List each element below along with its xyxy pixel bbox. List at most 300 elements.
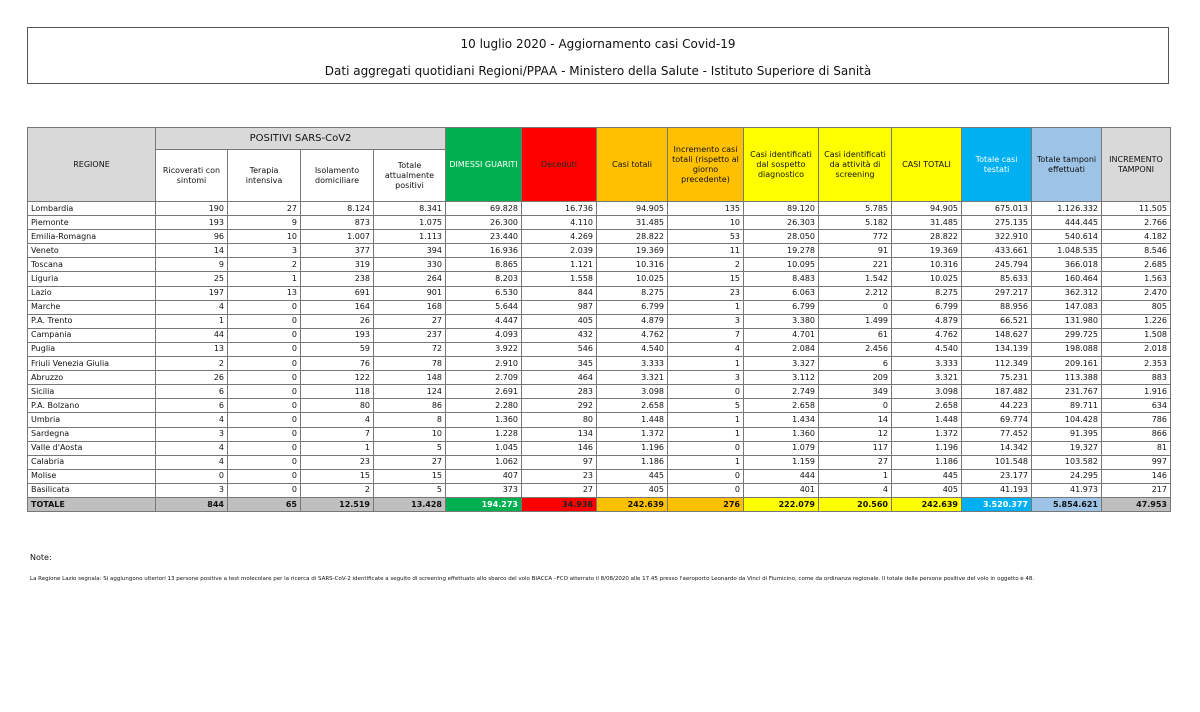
cell-incremento: 3	[668, 314, 744, 328]
cell-totale-positivi: 330	[374, 258, 446, 272]
total-testati: 3.520.377	[962, 497, 1032, 511]
cell-sospetto: 26.303	[744, 216, 819, 230]
cell-deceduti: 146	[522, 441, 597, 455]
cell-dimessi: 2.709	[446, 371, 522, 385]
notes-label: Note:	[30, 553, 52, 562]
cell-testati: 101.548	[962, 455, 1032, 469]
cell-testati: 44.223	[962, 399, 1032, 413]
cell-casi-totali: 31.485	[597, 216, 668, 230]
cell-sospetto: 3.380	[744, 314, 819, 328]
cell-terapia: 0	[228, 469, 301, 483]
cell-casi-totali-caps: 445	[892, 469, 962, 483]
cell-incremento-tamponi: 146	[1102, 469, 1171, 483]
header-isolamento: Isolamento domiciliare	[301, 150, 374, 202]
cell-casi-totali: 1.448	[597, 413, 668, 427]
cell-incremento-tamponi: 2.018	[1102, 342, 1171, 356]
cell-tamponi: 299.725	[1032, 328, 1102, 342]
table-row	[28, 202, 1171, 216]
cell-sospetto: 401	[744, 483, 819, 497]
cell-sospetto: 4.701	[744, 328, 819, 342]
cell-casi-totali-caps: 94.905	[892, 202, 962, 216]
cell-totale-positivi: 86	[374, 399, 446, 413]
cell-testati: 69.774	[962, 413, 1032, 427]
table-row	[28, 216, 1171, 230]
cell-incremento-tamponi: 1.226	[1102, 314, 1171, 328]
cell-casi-totali: 8.275	[597, 286, 668, 300]
table-row	[28, 427, 1171, 441]
cell-ricoverati: 13	[156, 342, 228, 356]
cell-isolamento: 193	[301, 328, 374, 342]
cell-sospetto: 8.483	[744, 272, 819, 286]
cell-deceduti: 292	[522, 399, 597, 413]
title-box	[27, 27, 1169, 84]
total-sospetto: 222.079	[744, 497, 819, 511]
cell-casi-totali: 28.822	[597, 230, 668, 244]
table-row	[28, 483, 1171, 497]
cell-casi-totali: 1.196	[597, 441, 668, 455]
cell-casi-totali-caps: 19.369	[892, 244, 962, 258]
cell-tamponi: 41.973	[1032, 483, 1102, 497]
cell-casi-totali: 3.321	[597, 371, 668, 385]
cell-incremento: 7	[668, 328, 744, 342]
cell-terapia: 0	[228, 441, 301, 455]
cell-terapia: 27	[228, 202, 301, 216]
total-terapia: 65	[228, 497, 301, 511]
cell-incremento-tamponi: 786	[1102, 413, 1171, 427]
cell-tamponi: 147.083	[1032, 300, 1102, 314]
total-row	[28, 497, 1171, 511]
table-row	[28, 342, 1171, 356]
cell-incremento: 15	[668, 272, 744, 286]
page-subtitle: Dati aggregati quotidiani Regioni/PPAA - Ministero della Salute - Istituto Superiore di Sanità	[324, 64, 872, 78]
cell-totale-positivi: 8.341	[374, 202, 446, 216]
cell-incremento: 1	[668, 357, 744, 371]
cell-casi-totali-caps: 4.879	[892, 314, 962, 328]
cell-ricoverati: 44	[156, 328, 228, 342]
cell-casi-totali-caps: 405	[892, 483, 962, 497]
cell-testati: 297.217	[962, 286, 1032, 300]
table-row	[28, 441, 1171, 455]
cell-dimessi: 407	[446, 469, 522, 483]
cell-terapia: 1	[228, 272, 301, 286]
cell-casi-totali-caps: 2.658	[892, 399, 962, 413]
cell-region: P.A. Trento	[28, 314, 156, 328]
header-casi-totali-caps: CASI TOTALI	[892, 128, 962, 202]
cell-tamponi: 1.126.332	[1032, 202, 1102, 216]
table-row	[28, 286, 1171, 300]
cell-tamponi: 24.295	[1032, 469, 1102, 483]
cell-tamponi: 198.088	[1032, 342, 1102, 356]
cell-region: Valle d'Aosta	[28, 441, 156, 455]
table-row	[28, 385, 1171, 399]
cell-ricoverati: 4	[156, 300, 228, 314]
table-row	[28, 357, 1171, 371]
cell-incremento-tamponi: 805	[1102, 300, 1171, 314]
cell-incremento: 1	[668, 427, 744, 441]
cell-isolamento: 118	[301, 385, 374, 399]
cell-totale-positivi: 394	[374, 244, 446, 258]
cell-testati: 322.910	[962, 230, 1032, 244]
cell-terapia: 0	[228, 357, 301, 371]
cell-casi-totali-caps: 8.275	[892, 286, 962, 300]
cell-incremento-tamponi: 4.182	[1102, 230, 1171, 244]
cell-terapia: 9	[228, 216, 301, 230]
cell-terapia: 0	[228, 413, 301, 427]
cell-tamponi: 89.711	[1032, 399, 1102, 413]
cell-sospetto: 3.112	[744, 371, 819, 385]
cell-ricoverati: 26	[156, 371, 228, 385]
cell-casi-totali: 10.025	[597, 272, 668, 286]
table-row	[28, 230, 1171, 244]
cell-region: Calabria	[28, 455, 156, 469]
cell-dimessi: 1.228	[446, 427, 522, 441]
cell-tamponi: 209.161	[1032, 357, 1102, 371]
cell-tamponi: 131.980	[1032, 314, 1102, 328]
cell-region: Umbria	[28, 413, 156, 427]
cell-screening: 61	[819, 328, 892, 342]
cell-deceduti: 546	[522, 342, 597, 356]
header-screening: Casi identificati da attività di screening	[819, 128, 892, 202]
cell-ricoverati: 6	[156, 385, 228, 399]
cell-incremento: 11	[668, 244, 744, 258]
table-row	[28, 371, 1171, 385]
cell-casi-totali: 4.762	[597, 328, 668, 342]
table-row	[28, 328, 1171, 342]
cell-deceduti: 1.121	[522, 258, 597, 272]
cell-sospetto: 10.095	[744, 258, 819, 272]
cell-region: Abruzzo	[28, 371, 156, 385]
cell-isolamento: 164	[301, 300, 374, 314]
cell-terapia: 0	[228, 483, 301, 497]
cell-incremento: 0	[668, 469, 744, 483]
cell-incremento: 135	[668, 202, 744, 216]
cell-sospetto: 89.120	[744, 202, 819, 216]
cell-ricoverati: 4	[156, 413, 228, 427]
cell-incremento: 10	[668, 216, 744, 230]
cell-sospetto: 444	[744, 469, 819, 483]
table-row	[28, 314, 1171, 328]
cell-region: Emilia-Romagna	[28, 230, 156, 244]
cell-testati: 675.013	[962, 202, 1032, 216]
cell-region: Molise	[28, 469, 156, 483]
cell-casi-totali-caps: 3.333	[892, 357, 962, 371]
cell-deceduti: 405	[522, 314, 597, 328]
cell-terapia: 0	[228, 427, 301, 441]
cell-casi-totali-caps: 1.186	[892, 455, 962, 469]
cell-deceduti: 4.269	[522, 230, 597, 244]
cell-incremento-tamponi: 2.353	[1102, 357, 1171, 371]
cell-isolamento: 873	[301, 216, 374, 230]
cell-region: Lombardia	[28, 202, 156, 216]
cell-totale-positivi: 5	[374, 483, 446, 497]
cell-totale-positivi: 264	[374, 272, 446, 286]
cell-isolamento: 4	[301, 413, 374, 427]
cell-sospetto: 1.159	[744, 455, 819, 469]
cell-region: Sicilia	[28, 385, 156, 399]
cell-incremento: 0	[668, 385, 744, 399]
cell-ricoverati: 1	[156, 314, 228, 328]
cell-incremento: 1	[668, 300, 744, 314]
cell-region: Veneto	[28, 244, 156, 258]
cell-incremento: 1	[668, 455, 744, 469]
cell-tamponi: 1.048.535	[1032, 244, 1102, 258]
cell-deceduti: 4.110	[522, 216, 597, 230]
cell-ricoverati: 190	[156, 202, 228, 216]
cell-testati: 275.135	[962, 216, 1032, 230]
cell-screening: 1.499	[819, 314, 892, 328]
cell-sospetto: 6.799	[744, 300, 819, 314]
cell-casi-totali: 2.658	[597, 399, 668, 413]
cell-casi-totali: 19.369	[597, 244, 668, 258]
cell-isolamento: 238	[301, 272, 374, 286]
cell-screening: 0	[819, 399, 892, 413]
cell-incremento: 0	[668, 483, 744, 497]
cell-ricoverati: 193	[156, 216, 228, 230]
cell-sospetto: 1.360	[744, 427, 819, 441]
cell-isolamento: 76	[301, 357, 374, 371]
cell-incremento-tamponi: 81	[1102, 441, 1171, 455]
cell-dimessi: 16.936	[446, 244, 522, 258]
header-incremento: Incremento casi totali (rispetto al giorno precedente)	[668, 128, 744, 202]
cell-screening: 2.212	[819, 286, 892, 300]
header-region: REGIONE	[28, 128, 156, 202]
cell-dimessi: 2.910	[446, 357, 522, 371]
cell-screening: 1.542	[819, 272, 892, 286]
cell-dimessi: 1.062	[446, 455, 522, 469]
cell-ricoverati: 9	[156, 258, 228, 272]
table-row	[28, 399, 1171, 413]
cell-totale-positivi: 27	[374, 455, 446, 469]
cell-isolamento: 377	[301, 244, 374, 258]
cell-deceduti: 97	[522, 455, 597, 469]
table-row	[28, 258, 1171, 272]
cell-incremento-tamponi: 11.505	[1102, 202, 1171, 216]
cell-ricoverati: 6	[156, 399, 228, 413]
cell-terapia: 0	[228, 455, 301, 469]
cell-isolamento: 1.007	[301, 230, 374, 244]
cell-screening: 0	[819, 300, 892, 314]
cell-casi-totali-caps: 10.316	[892, 258, 962, 272]
table-row	[28, 469, 1171, 483]
cell-tamponi: 540.614	[1032, 230, 1102, 244]
cell-deceduti: 345	[522, 357, 597, 371]
cell-dimessi: 26.300	[446, 216, 522, 230]
cell-isolamento: 8.124	[301, 202, 374, 216]
cell-totale-positivi: 1.113	[374, 230, 446, 244]
total-totale-positivi: 13.428	[374, 497, 446, 511]
cell-testati: 23.177	[962, 469, 1032, 483]
cell-region: Marche	[28, 300, 156, 314]
cell-region: Piemonte	[28, 216, 156, 230]
cell-testati: 187.482	[962, 385, 1032, 399]
cell-incremento: 5	[668, 399, 744, 413]
cell-deceduti: 134	[522, 427, 597, 441]
cell-incremento-tamponi: 997	[1102, 455, 1171, 469]
header-positivi-group: POSITIVI SARS-CoV2	[156, 128, 446, 150]
cell-terapia: 0	[228, 342, 301, 356]
cell-casi-totali: 10.316	[597, 258, 668, 272]
total-casi-totali-caps: 242.639	[892, 497, 962, 511]
cell-testati: 66.521	[962, 314, 1032, 328]
cell-totale-positivi: 168	[374, 300, 446, 314]
cell-totale-positivi: 8	[374, 413, 446, 427]
cell-ricoverati: 3	[156, 483, 228, 497]
cell-testati: 14.342	[962, 441, 1032, 455]
cell-sospetto: 2.658	[744, 399, 819, 413]
cell-tamponi: 91.395	[1032, 427, 1102, 441]
cell-deceduti: 23	[522, 469, 597, 483]
cell-testati: 75.231	[962, 371, 1032, 385]
cell-casi-totali-caps: 1.196	[892, 441, 962, 455]
covid-data-table	[27, 127, 1171, 512]
cell-isolamento: 80	[301, 399, 374, 413]
cell-casi-totali: 94.905	[597, 202, 668, 216]
cell-ricoverati: 96	[156, 230, 228, 244]
total-ricoverati: 844	[156, 497, 228, 511]
cell-casi-totali: 1.372	[597, 427, 668, 441]
cell-dimessi: 8.203	[446, 272, 522, 286]
cell-incremento: 3	[668, 371, 744, 385]
total-casi-totali: 242.639	[597, 497, 668, 511]
cell-tamponi: 366.018	[1032, 258, 1102, 272]
cell-incremento: 23	[668, 286, 744, 300]
cell-casi-totali: 405	[597, 483, 668, 497]
cell-sospetto: 2.084	[744, 342, 819, 356]
cell-incremento-tamponi: 883	[1102, 371, 1171, 385]
cell-incremento: 1	[668, 413, 744, 427]
cell-screening: 1	[819, 469, 892, 483]
cell-testati: 134.139	[962, 342, 1032, 356]
cell-tamponi: 444.445	[1032, 216, 1102, 230]
cell-deceduti: 283	[522, 385, 597, 399]
table-body	[28, 202, 1171, 512]
cell-isolamento: 2	[301, 483, 374, 497]
cell-screening: 349	[819, 385, 892, 399]
cell-tamponi: 160.464	[1032, 272, 1102, 286]
cell-dimessi: 23.440	[446, 230, 522, 244]
cell-incremento-tamponi: 1.508	[1102, 328, 1171, 342]
cell-screening: 14	[819, 413, 892, 427]
cell-ricoverati: 197	[156, 286, 228, 300]
cell-dimessi: 4.447	[446, 314, 522, 328]
cell-incremento-tamponi: 2.766	[1102, 216, 1171, 230]
cell-tamponi: 19.327	[1032, 441, 1102, 455]
cell-sospetto: 1.079	[744, 441, 819, 455]
total-region: TOTALE	[28, 497, 156, 511]
cell-isolamento: 7	[301, 427, 374, 441]
cell-casi-totali-caps: 3.098	[892, 385, 962, 399]
table-row	[28, 455, 1171, 469]
cell-isolamento: 23	[301, 455, 374, 469]
cell-casi-totali-caps: 3.321	[892, 371, 962, 385]
cell-ricoverati: 14	[156, 244, 228, 258]
cell-deceduti: 844	[522, 286, 597, 300]
cell-sospetto: 3.327	[744, 357, 819, 371]
cell-dimessi: 3.922	[446, 342, 522, 356]
total-dimessi: 194.273	[446, 497, 522, 511]
cell-incremento: 4	[668, 342, 744, 356]
cell-dimessi: 2.691	[446, 385, 522, 399]
cell-incremento-tamponi: 8.546	[1102, 244, 1171, 258]
cell-sospetto: 2.749	[744, 385, 819, 399]
cell-screening: 772	[819, 230, 892, 244]
cell-deceduti: 464	[522, 371, 597, 385]
cell-testati: 77.452	[962, 427, 1032, 441]
cell-screening: 27	[819, 455, 892, 469]
cell-testati: 112.349	[962, 357, 1032, 371]
cell-ricoverati: 3	[156, 427, 228, 441]
cell-casi-totali: 4.540	[597, 342, 668, 356]
cell-deceduti: 80	[522, 413, 597, 427]
header-testati: Totale casi testati	[962, 128, 1032, 202]
cell-casi-totali-caps: 10.025	[892, 272, 962, 286]
cell-ricoverati: 25	[156, 272, 228, 286]
cell-casi-totali: 1.186	[597, 455, 668, 469]
header-incremento-tamponi: INCREMENTO TAMPONI	[1102, 128, 1171, 202]
cell-casi-totali-caps: 4.762	[892, 328, 962, 342]
cell-isolamento: 122	[301, 371, 374, 385]
cell-totale-positivi: 15	[374, 469, 446, 483]
cell-incremento-tamponi: 634	[1102, 399, 1171, 413]
cell-incremento-tamponi: 1.563	[1102, 272, 1171, 286]
cell-deceduti: 1.558	[522, 272, 597, 286]
cell-screening: 117	[819, 441, 892, 455]
total-deceduti: 34.938	[522, 497, 597, 511]
cell-ricoverati: 2	[156, 357, 228, 371]
cell-sospetto: 28.050	[744, 230, 819, 244]
cell-screening: 12	[819, 427, 892, 441]
cell-casi-totali: 3.098	[597, 385, 668, 399]
header-dimessi: DIMESSI GUARITI	[446, 128, 522, 202]
header-casi-totali: Casi totali	[597, 128, 668, 202]
cell-incremento-tamponi: 866	[1102, 427, 1171, 441]
cell-totale-positivi: 27	[374, 314, 446, 328]
cell-incremento: 53	[668, 230, 744, 244]
cell-screening: 5.785	[819, 202, 892, 216]
cell-casi-totali-caps: 4.540	[892, 342, 962, 356]
cell-dimessi: 6.530	[446, 286, 522, 300]
cell-terapia: 10	[228, 230, 301, 244]
cell-testati: 433.661	[962, 244, 1032, 258]
cell-casi-totali-caps: 31.485	[892, 216, 962, 230]
cell-casi-totali-caps: 1.448	[892, 413, 962, 427]
cell-totale-positivi: 124	[374, 385, 446, 399]
cell-tamponi: 113.388	[1032, 371, 1102, 385]
cell-isolamento: 59	[301, 342, 374, 356]
cell-terapia: 13	[228, 286, 301, 300]
cell-screening: 91	[819, 244, 892, 258]
table-row	[28, 272, 1171, 286]
cell-region: Friuli Venezia Giulia	[28, 357, 156, 371]
table-row	[28, 300, 1171, 314]
cell-isolamento: 26	[301, 314, 374, 328]
cell-dimessi: 1.360	[446, 413, 522, 427]
cell-terapia: 0	[228, 371, 301, 385]
total-incremento: 276	[668, 497, 744, 511]
cell-dimessi: 373	[446, 483, 522, 497]
cell-isolamento: 691	[301, 286, 374, 300]
cell-dimessi: 1.045	[446, 441, 522, 455]
cell-deceduti: 432	[522, 328, 597, 342]
total-tamponi: 5.854.621	[1032, 497, 1102, 511]
cell-region: Lazio	[28, 286, 156, 300]
cell-casi-totali-caps: 1.372	[892, 427, 962, 441]
cell-terapia: 3	[228, 244, 301, 258]
cell-totale-positivi: 72	[374, 342, 446, 356]
cell-dimessi: 2.280	[446, 399, 522, 413]
header-ricoverati: Ricoverati con sintomi	[156, 150, 228, 202]
header-terapia: Terapia intensiva	[228, 150, 301, 202]
